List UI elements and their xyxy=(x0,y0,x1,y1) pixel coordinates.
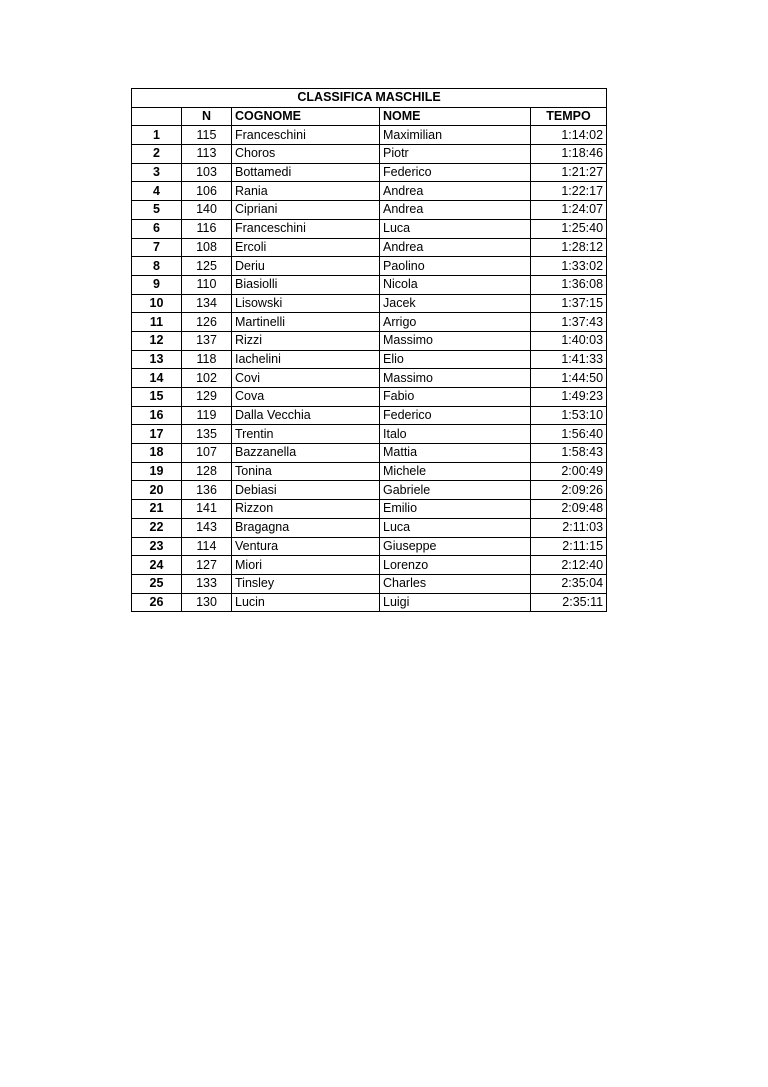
bib-number-cell: 119 xyxy=(182,406,232,425)
first-name-cell: Massimo xyxy=(380,331,531,350)
time-cell: 1:33:02 xyxy=(531,257,607,276)
surname-cell: Debiasi xyxy=(232,481,380,500)
table-row xyxy=(132,388,607,407)
first-name-cell: Charles xyxy=(380,574,531,593)
surname-cell: Ventura xyxy=(232,537,380,556)
time-cell: 1:49:23 xyxy=(531,388,607,407)
position-cell: 15 xyxy=(132,388,182,407)
position-cell: 16 xyxy=(132,406,182,425)
bib-number-cell: 116 xyxy=(182,219,232,238)
surname-cell: Cipriani xyxy=(232,201,380,220)
table-title: CLASSIFICA MASCHILE xyxy=(132,89,607,108)
surname-cell: Dalla Vecchia xyxy=(232,406,380,425)
table-row xyxy=(132,294,607,313)
time-cell: 2:00:49 xyxy=(531,462,607,481)
bib-number-cell: 102 xyxy=(182,369,232,388)
table-row xyxy=(132,574,607,593)
bib-number-cell: 106 xyxy=(182,182,232,201)
bib-number-cell: 127 xyxy=(182,556,232,575)
surname-cell: Martinelli xyxy=(232,313,380,332)
position-cell: 21 xyxy=(132,500,182,519)
time-cell: 2:11:03 xyxy=(531,518,607,537)
position-cell: 12 xyxy=(132,331,182,350)
time-cell: 1:25:40 xyxy=(531,219,607,238)
table-row xyxy=(132,481,607,500)
position-cell: 14 xyxy=(132,369,182,388)
time-cell: 1:37:43 xyxy=(531,313,607,332)
time-cell: 1:14:02 xyxy=(531,126,607,145)
first-name-cell: Elio xyxy=(380,350,531,369)
position-cell: 8 xyxy=(132,257,182,276)
bib-number-cell: 103 xyxy=(182,163,232,182)
time-cell: 2:35:11 xyxy=(531,593,607,612)
surname-cell: Tinsley xyxy=(232,574,380,593)
surname-cell: Tonina xyxy=(232,462,380,481)
bib-number-cell: 140 xyxy=(182,201,232,220)
table-row xyxy=(132,556,607,575)
first-name-cell: Andrea xyxy=(380,238,531,257)
position-cell: 2 xyxy=(132,145,182,164)
bib-number-cell: 114 xyxy=(182,537,232,556)
bib-number-cell: 118 xyxy=(182,350,232,369)
first-name-cell: Luigi xyxy=(380,593,531,612)
first-name-cell: Luca xyxy=(380,518,531,537)
header-surname: COGNOME xyxy=(232,107,380,126)
time-cell: 1:37:15 xyxy=(531,294,607,313)
position-cell: 5 xyxy=(132,201,182,220)
time-cell: 2:09:26 xyxy=(531,481,607,500)
table-row xyxy=(132,406,607,425)
first-name-cell: Andrea xyxy=(380,182,531,201)
results-sheet xyxy=(131,88,606,612)
table-row xyxy=(132,462,607,481)
bib-number-cell: 136 xyxy=(182,481,232,500)
table-row xyxy=(132,201,607,220)
header-time: TEMPO xyxy=(531,107,607,126)
surname-cell: Bottamedi xyxy=(232,163,380,182)
first-name-cell: Massimo xyxy=(380,369,531,388)
first-name-cell: Luca xyxy=(380,219,531,238)
time-cell: 1:36:08 xyxy=(531,275,607,294)
bib-number-cell: 141 xyxy=(182,500,232,519)
table-row xyxy=(132,425,607,444)
surname-cell: Cova xyxy=(232,388,380,407)
title-row xyxy=(132,89,607,108)
first-name-cell: Emilio xyxy=(380,500,531,519)
table-row xyxy=(132,163,607,182)
position-cell: 25 xyxy=(132,574,182,593)
bib-number-cell: 128 xyxy=(182,462,232,481)
surname-cell: Miori xyxy=(232,556,380,575)
first-name-cell: Lorenzo xyxy=(380,556,531,575)
surname-cell: Deriu xyxy=(232,257,380,276)
position-cell: 18 xyxy=(132,444,182,463)
table-row xyxy=(132,500,607,519)
bib-number-cell: 130 xyxy=(182,593,232,612)
bib-number-cell: 125 xyxy=(182,257,232,276)
bib-number-cell: 129 xyxy=(182,388,232,407)
position-cell: 17 xyxy=(132,425,182,444)
table-row xyxy=(132,537,607,556)
position-cell: 23 xyxy=(132,537,182,556)
surname-cell: Ercoli xyxy=(232,238,380,257)
surname-cell: Covi xyxy=(232,369,380,388)
table-row xyxy=(132,257,607,276)
first-name-cell: Piotr xyxy=(380,145,531,164)
first-name-cell: Federico xyxy=(380,406,531,425)
position-cell: 11 xyxy=(132,313,182,332)
time-cell: 1:21:27 xyxy=(531,163,607,182)
time-cell: 1:40:03 xyxy=(531,331,607,350)
surname-cell: Rizzi xyxy=(232,331,380,350)
position-cell: 9 xyxy=(132,275,182,294)
header-name: NOME xyxy=(380,107,531,126)
surname-cell: Franceschini xyxy=(232,126,380,145)
time-cell: 2:11:15 xyxy=(531,537,607,556)
position-cell: 26 xyxy=(132,593,182,612)
bib-number-cell: 126 xyxy=(182,313,232,332)
time-cell: 2:35:04 xyxy=(531,574,607,593)
table-row xyxy=(132,331,607,350)
first-name-cell: Fabio xyxy=(380,388,531,407)
bib-number-cell: 143 xyxy=(182,518,232,537)
position-cell: 6 xyxy=(132,219,182,238)
bib-number-cell: 135 xyxy=(182,425,232,444)
position-cell: 10 xyxy=(132,294,182,313)
position-cell: 3 xyxy=(132,163,182,182)
first-name-cell: Arrigo xyxy=(380,313,531,332)
surname-cell: Franceschini xyxy=(232,219,380,238)
first-name-cell: Michele xyxy=(380,462,531,481)
surname-cell: Trentin xyxy=(232,425,380,444)
surname-cell: Rania xyxy=(232,182,380,201)
time-cell: 2:12:40 xyxy=(531,556,607,575)
first-name-cell: Gabriele xyxy=(380,481,531,500)
first-name-cell: Mattia xyxy=(380,444,531,463)
bib-number-cell: 110 xyxy=(182,275,232,294)
time-cell: 1:44:50 xyxy=(531,369,607,388)
table-row xyxy=(132,518,607,537)
bib-number-cell: 137 xyxy=(182,331,232,350)
position-cell: 20 xyxy=(132,481,182,500)
position-cell: 4 xyxy=(132,182,182,201)
surname-cell: Rizzon xyxy=(232,500,380,519)
time-cell: 1:22:17 xyxy=(531,182,607,201)
table-row xyxy=(132,350,607,369)
table-row xyxy=(132,238,607,257)
position-cell: 7 xyxy=(132,238,182,257)
position-cell: 13 xyxy=(132,350,182,369)
position-cell: 1 xyxy=(132,126,182,145)
time-cell: 1:28:12 xyxy=(531,238,607,257)
table-row xyxy=(132,313,607,332)
table-row xyxy=(132,219,607,238)
position-cell: 19 xyxy=(132,462,182,481)
first-name-cell: Federico xyxy=(380,163,531,182)
time-cell: 2:09:48 xyxy=(531,500,607,519)
first-name-cell: Jacek xyxy=(380,294,531,313)
time-cell: 1:53:10 xyxy=(531,406,607,425)
time-cell: 1:58:43 xyxy=(531,444,607,463)
header-number: N xyxy=(182,107,232,126)
surname-cell: Choros xyxy=(232,145,380,164)
bib-number-cell: 115 xyxy=(182,126,232,145)
time-cell: 1:56:40 xyxy=(531,425,607,444)
first-name-cell: Giuseppe xyxy=(380,537,531,556)
results-table xyxy=(131,88,607,612)
surname-cell: Biasiolli xyxy=(232,275,380,294)
surname-cell: Lucin xyxy=(232,593,380,612)
header-row xyxy=(132,107,607,126)
bib-number-cell: 108 xyxy=(182,238,232,257)
surname-cell: Lisowski xyxy=(232,294,380,313)
first-name-cell: Andrea xyxy=(380,201,531,220)
table-row xyxy=(132,369,607,388)
surname-cell: Iachelini xyxy=(232,350,380,369)
bib-number-cell: 113 xyxy=(182,145,232,164)
table-row xyxy=(132,444,607,463)
results-body xyxy=(132,126,607,612)
first-name-cell: Paolino xyxy=(380,257,531,276)
table-row xyxy=(132,593,607,612)
position-cell: 24 xyxy=(132,556,182,575)
surname-cell: Bazzanella xyxy=(232,444,380,463)
first-name-cell: Italo xyxy=(380,425,531,444)
bib-number-cell: 133 xyxy=(182,574,232,593)
time-cell: 1:24:07 xyxy=(531,201,607,220)
position-cell: 22 xyxy=(132,518,182,537)
first-name-cell: Nicola xyxy=(380,275,531,294)
first-name-cell: Maximilian xyxy=(380,126,531,145)
time-cell: 1:18:46 xyxy=(531,145,607,164)
table-row xyxy=(132,182,607,201)
time-cell: 1:41:33 xyxy=(531,350,607,369)
bib-number-cell: 107 xyxy=(182,444,232,463)
surname-cell: Bragagna xyxy=(232,518,380,537)
table-row xyxy=(132,126,607,145)
table-row xyxy=(132,275,607,294)
header-position xyxy=(132,107,182,126)
bib-number-cell: 134 xyxy=(182,294,232,313)
table-row xyxy=(132,145,607,164)
